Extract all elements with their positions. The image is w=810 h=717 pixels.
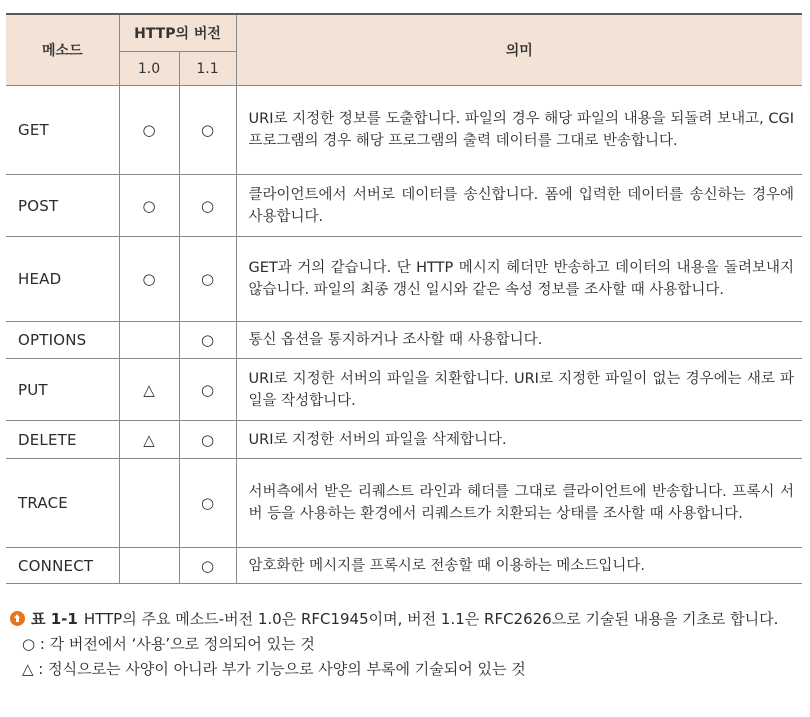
table-header bbox=[6, 14, 802, 86]
version-1-0-mark bbox=[119, 322, 179, 359]
table-row bbox=[6, 548, 802, 584]
version-1-0-mark: △ bbox=[119, 421, 179, 459]
meaning-cell: 서버측에서 받은 리퀘스트 라인과 헤더를 그대로 클라이언트에 반송합니다. 프록시 서버 등을 사용하는 환경에서 리퀘스트가 치환되는 상태를 조사할 때 사용합니다. bbox=[236, 459, 802, 548]
version-1-1-mark: ○ bbox=[179, 548, 236, 584]
header-version-1-1: 1.1 bbox=[179, 52, 236, 86]
version-1-1-mark: ○ bbox=[179, 421, 236, 459]
method-cell: GET bbox=[6, 86, 119, 175]
method-cell: TRACE bbox=[6, 459, 119, 548]
version-1-1-mark: ○ bbox=[179, 322, 236, 359]
method-cell: DELETE bbox=[6, 421, 119, 459]
table-row bbox=[6, 322, 802, 359]
caption-line bbox=[10, 608, 800, 630]
version-1-0-mark: ○ bbox=[119, 175, 179, 237]
table-caption bbox=[10, 608, 800, 680]
version-1-1-mark: ○ bbox=[179, 459, 236, 548]
version-1-0-mark bbox=[119, 548, 179, 584]
table-row bbox=[6, 237, 802, 322]
method-cell: OPTIONS bbox=[6, 322, 119, 359]
version-1-1-mark: ○ bbox=[179, 237, 236, 322]
meaning-cell: 암호화한 메시지를 프록시로 전송할 때 이용하는 메소드입니다. bbox=[236, 548, 802, 584]
up-arrow-circle-icon bbox=[10, 611, 25, 626]
caption-text: HTTP의 주요 메소드-버전 1.0은 RFC1945이며, 버전 1.1은 RFC2626으로 기술된 내용을 기초로 합니다. bbox=[83, 610, 779, 628]
version-1-0-mark: ○ bbox=[119, 86, 179, 175]
version-1-0-mark: △ bbox=[119, 359, 179, 421]
table-row bbox=[6, 175, 802, 237]
method-cell: HEAD bbox=[6, 237, 119, 322]
version-1-0-mark bbox=[119, 459, 179, 548]
caption-note-circle: ○ : 각 버전에서 ‘사용’으로 정의되어 있는 것 bbox=[22, 635, 315, 653]
meaning-cell: 통신 옵션을 통지하거나 조사할 때 사용합니다. bbox=[236, 322, 802, 359]
version-1-1-mark: ○ bbox=[179, 86, 236, 175]
header-version-1-0: 1.0 bbox=[119, 52, 179, 86]
meaning-cell: URI로 지정한 서버의 파일을 삭제합니다. bbox=[236, 421, 802, 459]
caption-note-triangle: △ : 정식으로는 사양이 아니라 부가 기능으로 사양의 부록에 기술되어 있는 것 bbox=[22, 660, 526, 678]
meaning-cell: 클라이언트에서 서버로 데이터를 송신합니다. 폼에 입력한 데이터를 송신하는 경우에 사용합니다. bbox=[236, 175, 802, 237]
table-row bbox=[6, 421, 802, 459]
header-http-version: HTTP의 버전 bbox=[119, 14, 236, 52]
table-row bbox=[6, 86, 802, 175]
table-body bbox=[6, 86, 802, 584]
header-method: 메소드 bbox=[6, 14, 119, 86]
caption-label: 표 1-1 bbox=[31, 610, 78, 628]
meaning-cell: GET과 거의 같습니다. 단 HTTP 메시지 헤더만 반송하고 데이터의 내용을 돌려보내지 않습니다. 파일의 최종 갱신 일시와 같은 속성 정보를 조사할 때 사용합니다. bbox=[236, 237, 802, 322]
version-1-1-mark: ○ bbox=[179, 359, 236, 421]
meaning-cell: URI로 지정한 정보를 도출합니다. 파일의 경우 해당 파일의 내용을 되돌려 보내고, CGI 프로그램의 경우 해당 프로그램의 출력 데이터를 그대로 반송합니다. bbox=[236, 86, 802, 175]
header-meaning: 의미 bbox=[236, 14, 802, 86]
http-methods-table bbox=[6, 13, 802, 584]
version-1-0-mark: ○ bbox=[119, 237, 179, 322]
meaning-cell: URI로 지정한 서버의 파일을 치환합니다. URI로 지정한 파일이 없는 경우에는 새로 파일을 작성합니다. bbox=[236, 359, 802, 421]
table-row bbox=[6, 459, 802, 548]
version-1-1-mark: ○ bbox=[179, 175, 236, 237]
method-cell: PUT bbox=[6, 359, 119, 421]
method-cell: CONNECT bbox=[6, 548, 119, 584]
table-row bbox=[6, 359, 802, 421]
method-cell: POST bbox=[6, 175, 119, 237]
